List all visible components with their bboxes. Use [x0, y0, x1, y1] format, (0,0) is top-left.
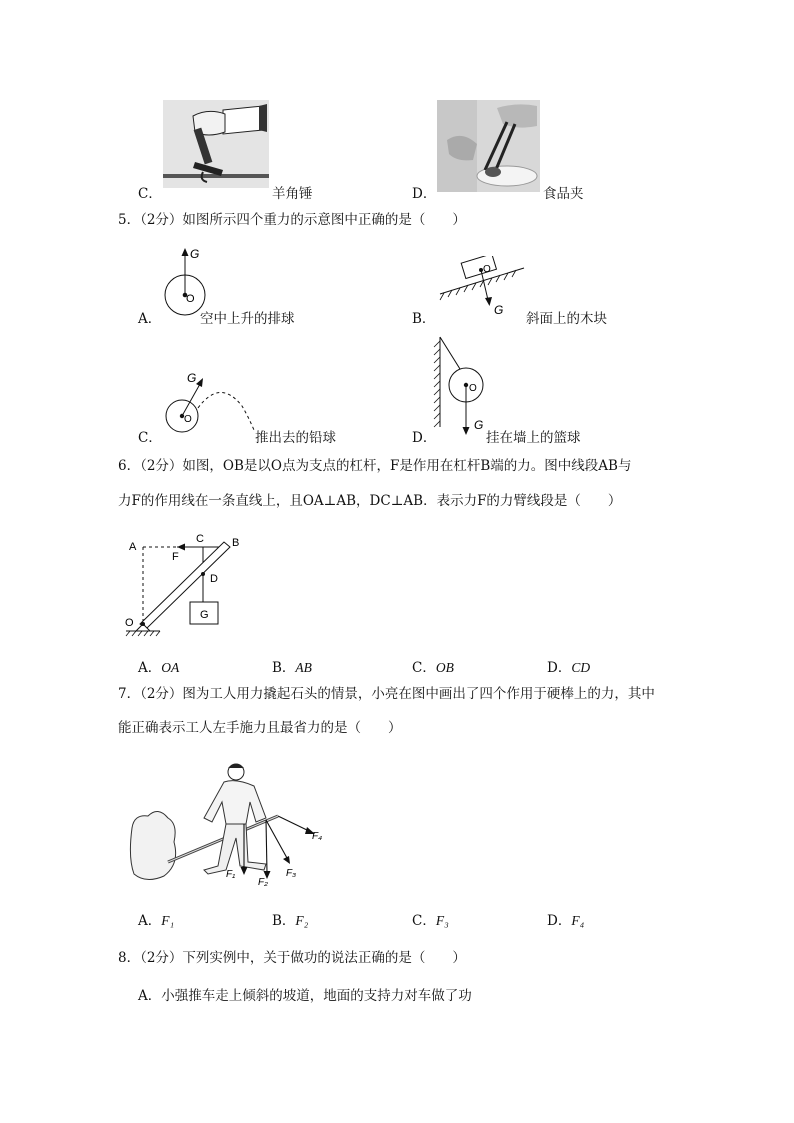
q7-stem-line2: 能正确表示工人左手施力且最省力的是（ ） — [118, 720, 402, 736]
q6-option-b — [272, 656, 312, 676]
q4-option-c-caption: 羊角锤 — [272, 186, 313, 202]
q4-option-d-caption: 食品夹 — [543, 186, 584, 202]
hammer-photo — [163, 100, 269, 188]
q5-option-b-caption: 斜面上的木块 — [526, 311, 607, 327]
q6-option-d — [547, 656, 590, 676]
q5-option-a-letter: A． — [138, 311, 162, 327]
q7-f1-label: F₁ — [226, 869, 236, 880]
q7-option-b-letter: B． — [272, 913, 296, 929]
q7-worker-diagram — [128, 758, 338, 888]
q5-option-d-letter: D． — [412, 430, 437, 446]
q6-label-c: C — [196, 533, 204, 545]
q5-figure-c — [160, 368, 260, 434]
q5c-o-label: O — [184, 414, 192, 425]
q6-label-f: F — [172, 551, 179, 563]
q7-option-a-value: F₁ — [161, 913, 175, 928]
q6-option-c-letter: C． — [412, 660, 436, 676]
q6-label-o: O — [125, 617, 134, 629]
q7-option-b — [272, 909, 308, 929]
q6-lever-diagram — [120, 530, 250, 640]
q4-option-c-letter: C． — [138, 186, 162, 202]
q5-figure-b — [438, 256, 534, 320]
q5a-o-label: O — [186, 293, 195, 305]
q5-option-a-caption: 空中上升的排球 — [200, 311, 295, 327]
q6-label-g: G — [200, 609, 209, 621]
q6-option-d-letter: D． — [547, 660, 572, 676]
q5-option-c-caption: 推出去的铅球 — [255, 430, 336, 446]
q5-figure-d — [430, 335, 490, 437]
q6-option-c-value: OB — [435, 660, 454, 675]
food-tongs-photo — [437, 100, 540, 192]
q8-option-a: A．小强推车走上倾斜的坡道，地面的支持力对车做了功 — [138, 988, 472, 1004]
q6-option-b-letter: B． — [272, 660, 296, 676]
q5d-g-label: G — [474, 418, 484, 432]
q7-f3-label: F₃ — [286, 868, 297, 879]
q7-stem-line1: 7．（2分）图为工人用力撬起石头的情景，小亮在图中画出了四个作用于硬棒上的力，其中 — [118, 686, 655, 702]
q7-option-c-value: F₃ — [435, 913, 449, 928]
q5b-o-label: O — [483, 264, 491, 275]
q6-label-d: D — [210, 573, 218, 585]
q6-label-b: B — [232, 537, 240, 549]
q6-option-d-value: CD — [571, 660, 591, 675]
q6-label-a: A — [129, 541, 137, 553]
q7-option-c — [412, 909, 449, 929]
q4-option-d-letter: D． — [412, 186, 437, 202]
q5-option-b-letter: B． — [412, 311, 436, 327]
q7-option-c-letter: C． — [412, 913, 436, 929]
q8-stem: 8．（2分）下列实例中，关于做功的说法正确的是（ ） — [118, 950, 466, 966]
q7-option-d-value: F₄ — [571, 913, 585, 928]
q5a-g-label: G — [190, 247, 200, 261]
q6-option-b-value: AB — [295, 660, 312, 675]
q7-option-a-letter: A． — [138, 913, 162, 929]
q5-option-d-caption: 挂在墙上的篮球 — [486, 430, 581, 446]
q5d-o-label: O — [469, 383, 477, 394]
q5c-g-label: G — [187, 371, 197, 385]
q5b-g-label: G — [494, 303, 504, 317]
q5-stem: 5．（2分）如图所示四个重力的示意图中正确的是（ ） — [118, 212, 466, 228]
q7-option-d-letter: D． — [547, 913, 572, 929]
q6-option-a-letter: A． — [138, 660, 162, 676]
q6-stem-line2: 力F的作用线在一条直线上，且OA⊥AB，DC⊥AB．表示力F的力臂线段是（ ） — [118, 493, 622, 509]
q6-option-a — [138, 656, 179, 676]
q6-stem-line1: 6．（2分）如图，OB是以O点为支点的杠杆，F是作用在杠杆B端的力。图中线段AB与 — [118, 458, 632, 474]
q7-f4-label: F₄ — [312, 831, 323, 842]
q6-option-c — [412, 656, 454, 676]
q7-option-b-value: F₂ — [295, 913, 309, 928]
q5-option-c-letter: C． — [138, 430, 162, 446]
q7-f2-label: F₂ — [258, 877, 268, 888]
q7-option-a — [138, 909, 174, 929]
q6-option-a-value: OA — [161, 660, 180, 675]
q7-option-d — [547, 909, 584, 929]
